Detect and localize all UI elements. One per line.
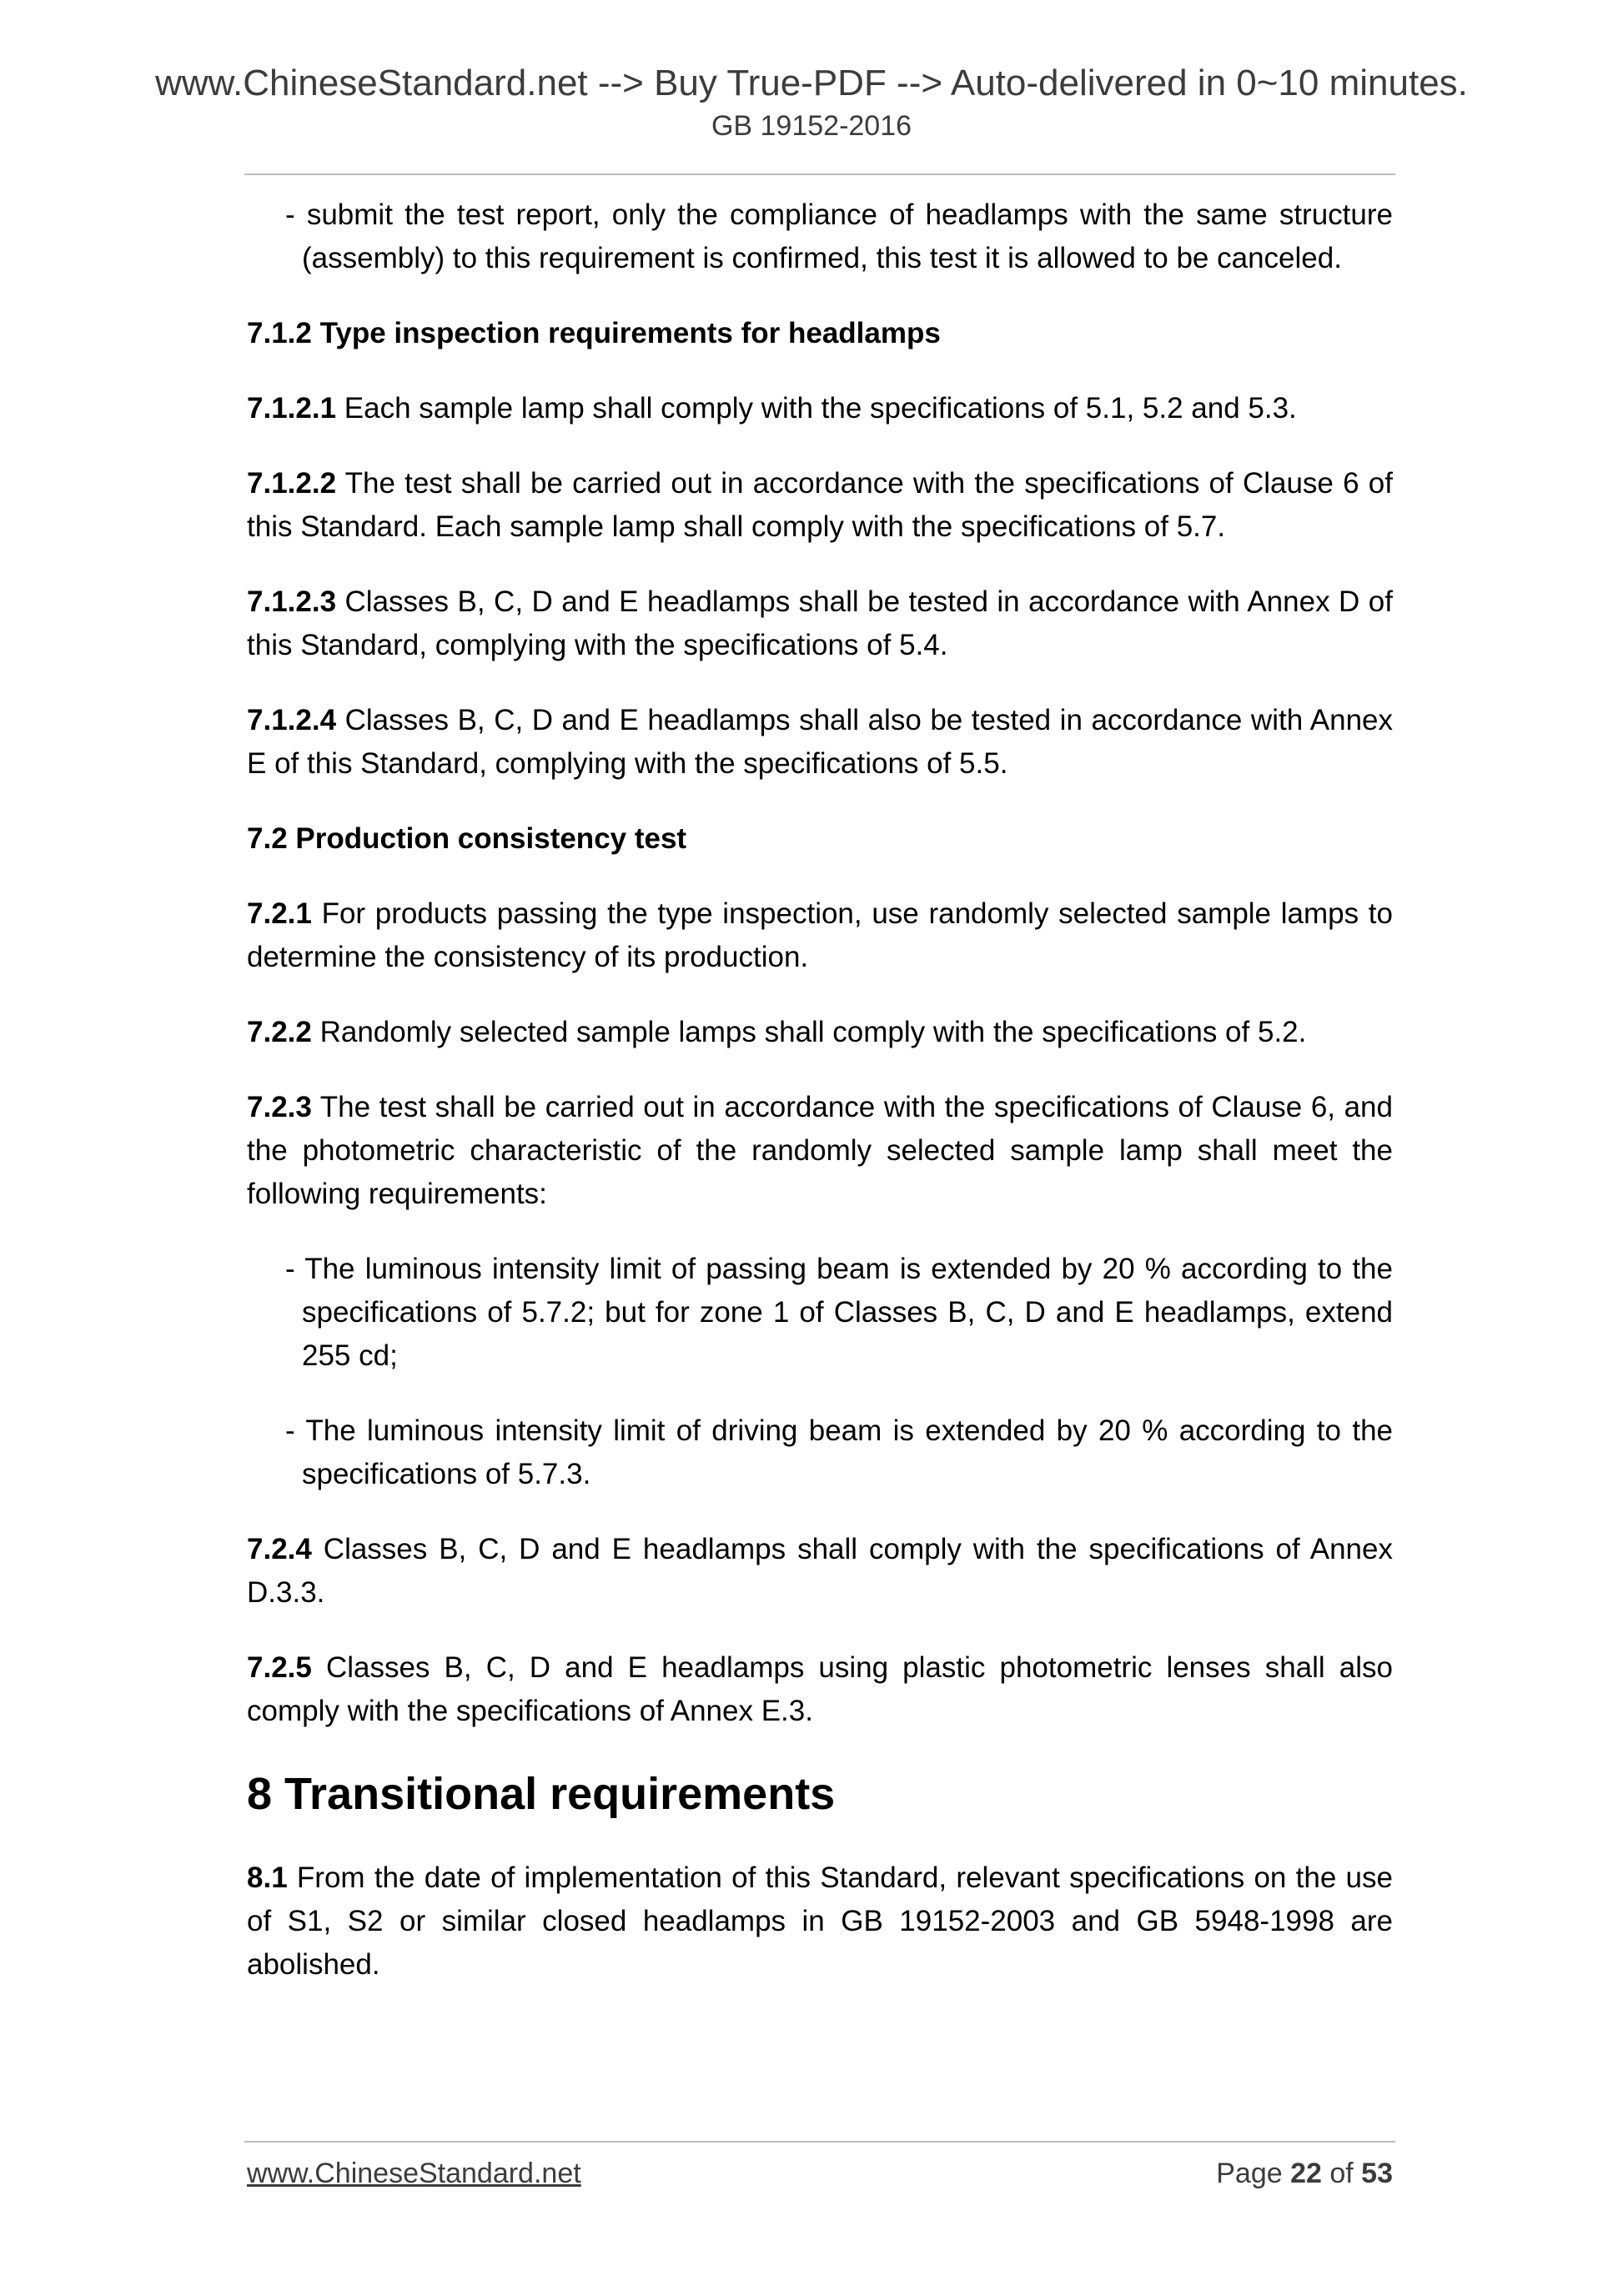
page-prefix: Page [1216,2158,1291,2189]
clause-text: The test shall be carried out in accordance with the specifications of Clause 6 of this Standard. Each sample lamp shall comply with the specifications of 5.7. [247,467,1393,543]
clause-text: Randomly selected sample lamps shall comply with the specifications of 5.2. [311,1016,1307,1048]
bullet-text: submit the test report, only the compliance of headlamps with the same structure (assembly) to this requirement is confirmed, this test it is allowed to be canceled. [302,198,1393,274]
clause-8-1 [247,1856,1393,1987]
clause-7-2-3 [247,1086,1393,1216]
bullet-text: The luminous intensity limit of passing beam is extended by 20 % according to the specifications of 5.7.2; but for zone 1 of Classes B, C, D and E headlamps, extend 255 cd; [302,1253,1393,1372]
clause-text: The test shall be carried out in accordance with the specifications of Clause 6, and the photometric characteristic of the randomly selected sample lamp shall meet the following requirements: [247,1091,1393,1210]
header-divider [244,173,1395,175]
bullet-dash: - [285,198,307,231]
clause-7-2-5 [247,1646,1393,1733]
clause-7-1-2-3 [247,580,1393,667]
page-header [0,60,1623,145]
clause-text: Each sample lamp shall comply with the specifications of 5.1, 5.2 and 5.3. [336,392,1297,425]
chapter-heading-8: 8 Transitional requirements [247,1769,836,1819]
page-current: 22 [1290,2158,1322,2189]
bullet-dash: - [285,1414,306,1447]
clause-7-1-2-2 [247,462,1393,549]
clause-text: For products passing the type inspection, use randomly selected sample lamps to determine the consistency of its production. [247,897,1393,973]
clause-number: 7.2.4 [247,1533,312,1565]
clause-text: Classes B, C, D and E headlamps using plastic photometric lenses shall also comply with the specifications of Annex E.3. [247,1651,1393,1727]
clause-7-2-2 [247,1011,1393,1054]
section-heading-7-1-2: 7.1.2 Type inspection requirements for headlamps [247,317,941,349]
page-number [1216,2153,1393,2193]
clause-number: 7.2.1 [247,897,312,930]
clause-number: 7.1.2.3 [247,585,337,618]
page-of: of [1321,2158,1362,2189]
clause-text: Classes B, C, D and E headlamps shall comply with the specifications of Annex D.3.3. [247,1533,1393,1609]
clause-number: 7.1.2.4 [247,704,337,736]
clause-number: 8.1 [247,1861,288,1894]
footer-site-link[interactable]: www.ChineseStandard.net [247,2158,581,2189]
bullet-dash: - [285,1253,305,1285]
clause-7-1-2-4 [247,699,1393,786]
clause-7-1-2-1 [247,387,1393,430]
page-total: 53 [1361,2158,1393,2189]
bullet-text: The luminous intensity limit of driving beam is extended by 20 % according to the specifications of 5.7.3. [302,1414,1393,1490]
document-body [247,193,1393,2018]
clause-number: 7.2.5 [247,1651,312,1684]
bullet-item-intro [285,193,1393,280]
clause-text: Classes B, C, D and E headlamps shall also be tested in accordance with Annex E of this Standard, complying with the specifications of 5.5. [247,704,1393,780]
clause-text: From the date of implementation of this Standard, relevant specifications on the use of S1, S2 or similar closed headlamps in GB 19152-2003 and GB 5948-1998 are abolished. [247,1861,1393,1981]
clause-number: 7.2.2 [247,1016,312,1048]
footer-divider [244,2141,1395,2143]
clause-7-2-1 [247,892,1393,979]
clause-number: 7.1.2.1 [247,392,337,425]
clause-number: 7.1.2.2 [247,467,337,500]
clause-number: 7.2.3 [247,1091,312,1123]
bullet-item-driving-beam [285,1409,1393,1496]
section-heading-7-2: 7.2 Production consistency test [247,822,687,855]
clause-7-2-4 [247,1528,1393,1615]
bullet-item-passing-beam [285,1248,1393,1378]
clause-text: Classes B, C, D and E headlamps shall be tested in accordance with Annex D of this Standard, complying with the specifications of 5.4. [247,585,1393,661]
header-banner: www.ChineseStandard.net --> Buy True-PDF --> Auto-delivered in 0~10 minutes. [155,63,1468,103]
standard-code: GB 19152-2016 [711,110,912,142]
